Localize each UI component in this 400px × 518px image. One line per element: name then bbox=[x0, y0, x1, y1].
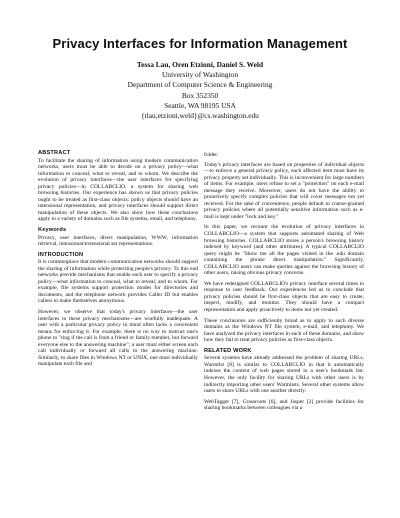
introduction-paragraph: It is commonplace that modern communication networks should support the sharing of information while protecting people's privacy. To this end networks provide mechanisms that enable each user to specify a privacy policy—what information to conceal, what to reveal, and to whom. For example, file systems support protection modes for directories and documents, and the telephone network provides Caller ID but enables callers to make themselves anonymous. bbox=[38, 259, 198, 305]
left-column bbox=[38, 150, 198, 372]
right-column bbox=[204, 152, 364, 416]
affiliation-university: University of Washington bbox=[161, 70, 239, 80]
keywords-text: Privacy, user interfaces, direct manipulation, WWW, information retrieval, intensional/extensional set representations. bbox=[38, 234, 198, 248]
body-paragraph: In this paper, we recount the evolution of privacy interfaces in COLLABCLIO—a system that supports automated sharing of Web browsing histories. COLLABCLIO stores a person's browsing history indexed by keyword (and other attributes). A typical COLLABCLIO query might be "Show me all the pages visited in the .edu domain containing the phrase direct manipulation." Significantly, COLLABCLIO users can make queries against the browsing history of other users, raising obvious privacy concerns. bbox=[204, 224, 364, 277]
body-paragraph: Today's privacy interfaces are based on properties of individual objects—to enforce a general privacy policy, each affected item must have its privacy property set individually. This is inconvenient for large numbers of items. For example, users refuse to set a "protection" on each e-mail message they receive. Moreover, users do not have the ability to proactively specify complex policies that will cover messages not yet received. For the sake of convenience, people default to coarse-grained privacy policies where all potentially sensitive information such as e-mail is kept under "lock and key." bbox=[204, 161, 364, 220]
affiliation-box: Box 352350 bbox=[181, 90, 219, 100]
affiliation-department: Department of Computer Science & Engineering bbox=[127, 80, 273, 90]
related-work-heading: RELATED WORK bbox=[204, 347, 252, 354]
author-email: {tlau,etzioni,weld}@cs.washington.edu bbox=[141, 111, 259, 121]
introduction-paragraph: However, we observe that today's privacy interfaces—the user interfaces to these privacy mechanisms—are woefully inadequate. A user with a particular privacy policy in mind often lacks a convenient means for enforcing it. For example, there is no way to instruct one's phone to "ring if the call is from a friend or family member, but forward everyone else to the answering machine"; a user must either screen each call individually or forward all calls to the answering machine. Similarly, to share files in Windows NT or UNIX, one must individually manipulate each file and bbox=[38, 309, 198, 368]
abstract-heading: ABSTRACT bbox=[38, 150, 71, 156]
body-paragraph: We have redesigned COLLABCLIO's privacy interface several times in response to user feedback. Our experiences led us to conclude that privacy policies should be first-class objects that are easy to create, inspect, modify, and monitor. They should have a compact representation and apply proactively to items not yet created. bbox=[204, 280, 364, 314]
paper-title: Privacy Interfaces for Information Management bbox=[52, 36, 348, 51]
body-paragraph: Several systems have already addressed the problem of sharing URLs. Warmlist [8] is similar to COLLABCLIO in that it automatically indexes the content of web pages stored in a user's bookmark list. However, the only facility for sharing URLs with other users is by indirectly importing other users' Warmlists. Several other systems allow users to share URLs with one another directly. bbox=[204, 355, 364, 395]
author-names: Tessa Lau, Oren Etzioni, Daniel S. Weld bbox=[136, 60, 264, 69]
affiliation-city: Seattle, WA 98195 USA bbox=[164, 100, 236, 110]
keywords-heading: Keywords bbox=[38, 227, 67, 234]
body-paragraph: These conclusions are sufficiently broad as to apply to such diverse domains as the Windows NT file system, e-mail, and telephony. We have analyzed the privacy interfaces in each of these domains, and show how they fail to treat privacy policies as first-class objects. bbox=[204, 317, 364, 344]
author-block bbox=[20, 60, 380, 121]
body-paragraph: folder. bbox=[204, 152, 219, 158]
body-paragraph: WebTagger [7], Grassroots [6], and Jasper [2] provide facilities for sharing bookmarks between colleagues via a bbox=[204, 398, 364, 412]
introduction-heading: INTRODUCTION bbox=[38, 251, 84, 258]
abstract-text: To facilitate the sharing of information using modern communication networks, users must be able to decide on a privacy policy—what information to conceal, what to reveal, and to whom. We describe the evolution of privacy interfaces—the user interfaces for specifying privacy policies—in COLLABCLIO, a system for sharing web browsing histories. Our experience has shown us that privacy policies ought to be treated as first-class objects: policy objects should have an intensional representation, and privacy interfaces should support direct manipulation of these objects. We also show how these conclusions apply to a variety of domains such as file systems, email, and telephony. bbox=[38, 157, 198, 223]
